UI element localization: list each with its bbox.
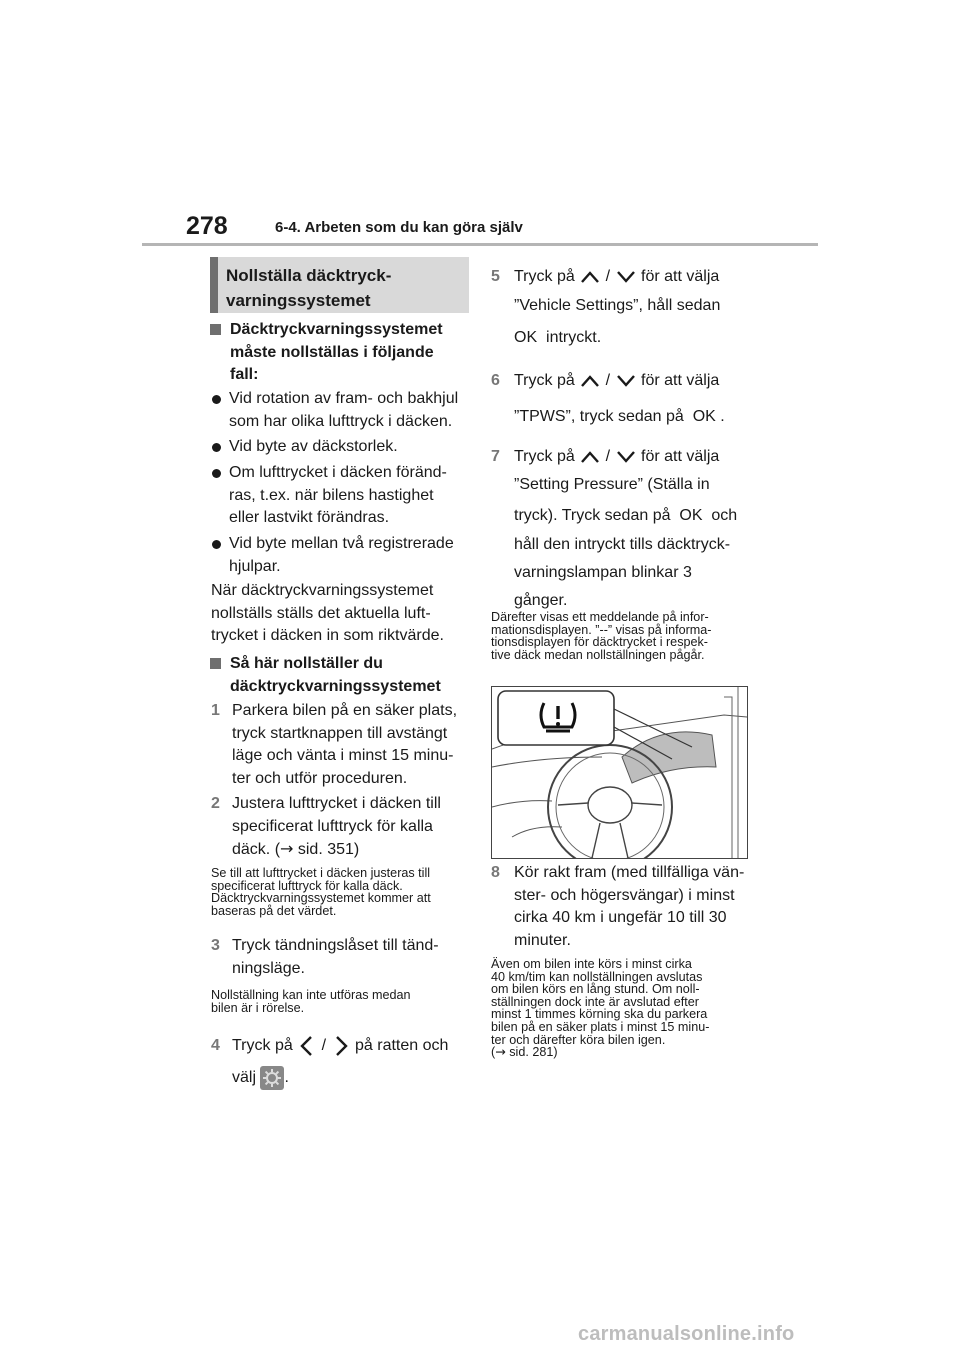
step-number: 1 — [211, 702, 220, 719]
step-3: 3 Tryck tändningslåset till tänd- ningsläge. — [211, 937, 439, 977]
step-number: 8 — [491, 864, 500, 881]
ok-icon: OK — [514, 329, 538, 346]
bullet-item: Vid rotation av fram- och bakhjul som har olika lufttryck i däcken. — [212, 388, 474, 433]
step-number: 4 — [211, 1037, 220, 1054]
square-marker — [210, 324, 221, 335]
chevron-down-icon — [615, 449, 637, 465]
gear-icon — [260, 1066, 284, 1090]
paragraph: När däcktryckvarningssystemet nollställs ställs det aktuella luft- trycket i däcken in som riktvärde. — [211, 582, 444, 644]
note: Nollställning kan inte utföras medan bilen är i rörelse. — [211, 988, 411, 1015]
subheading-when-reset: Däcktryckvarningssystemet måste nollställas i följande fall: — [210, 319, 470, 387]
chevron-up-icon — [579, 373, 601, 389]
arrow-icon: → — [495, 1044, 506, 1060]
page-number: 278 — [186, 212, 228, 240]
step-number: 6 — [491, 372, 500, 389]
step-1: 1 Parkera bilen på en säker plats, tryck startknappen till avstängt läge och vänta i minst 15 minu- ter och utför proceduren. — [211, 702, 458, 787]
square-marker — [210, 658, 221, 669]
note: Därefter visas ett meddelande på infor- mationsdisplayen. ”--” visas på informa- tionsdisplayen för däcktrycket i respek- tive däck medan nollställningen pågår. — [491, 610, 712, 662]
section-title: 6-4. Arbeten som du kan göra själv — [275, 219, 523, 236]
section-heading-box — [210, 257, 469, 313]
page-ref-link[interactable]: sid. 281) — [505, 1045, 558, 1060]
step-number: 5 — [491, 268, 500, 285]
chevron-left-icon — [297, 1035, 317, 1057]
ok-icon: OK — [692, 408, 716, 425]
steering-wheel-illustration — [491, 686, 748, 859]
arrow-icon: → — [280, 839, 294, 858]
chevron-up-icon — [579, 269, 601, 285]
step-4: 4 Tryck på / på ratten och välj . — [211, 1031, 473, 1093]
bullet-dot — [212, 469, 221, 478]
chevron-right-icon — [331, 1035, 351, 1057]
note: Se till att lufttrycket i däcken justeras till specificerat lufttryck för kalla däck. Däcktryckvarningssystemet kommer att baseras på det värdet. — [211, 866, 431, 918]
chevron-down-icon — [615, 269, 637, 285]
step-2: 2 Justera lufttrycket i däcken till specificerat lufttryck för kalla däck. (→ sid. 351) — [211, 795, 441, 858]
bullet-item: Vid byte mellan två registrerade hjulpar. — [212, 533, 474, 578]
step-7: 7 Tryck på / för att välja ”Setting Pressure” (Ställa in tryck). Tryck sedan på OK och håll den intryckt tills däcktryck- varningslampan blinkar 3 gånger. — [491, 443, 753, 615]
section-heading: Nollställa däcktryck- varningssystemet — [226, 266, 392, 310]
bullet-dot — [212, 540, 221, 549]
step-number: 2 — [211, 795, 220, 812]
tire-pressure-warning-icon — [536, 697, 580, 737]
step-number: 3 — [211, 937, 220, 954]
chevron-down-icon — [615, 373, 637, 389]
bullet-item: Om lufttrycket i däcken föränd- ras, t.ex. när bilens hastighet eller lastvikt förändras. — [212, 462, 474, 530]
step-5: 5 Tryck på / för att välja ”Vehicle Settings”, håll sedan OK intryckt. — [491, 262, 753, 352]
chevron-up-icon — [579, 449, 601, 465]
header-rule — [142, 243, 818, 246]
step-6: 6 Tryck på / för att välja ”TPWS”, tryck sedan på OK . — [491, 365, 753, 433]
page-ref-link[interactable]: sid. 351) — [293, 841, 360, 858]
subheading-how-reset: Så här nollställer du däcktryckvarningssystemet — [210, 653, 472, 698]
dashboard-drawing — [492, 687, 747, 858]
note: Även om bilen inte körs i minst cirka 40 km/tim kan nollställningen avslutas om bilen körs en lång stund. Om noll- ställningen dock inte är avslutad efter minst 1 timmes körning ska du parkera bilen på en säker plats i minst 15 minu- ter och därefter köra bilen igen. (→ sid. 281) — [491, 957, 710, 1060]
step-8: 8 Kör rakt fram (med tillfälliga vän- ster- och högersvängar) i minst cirka 40 km i ungefär 10 till 30 minuter. — [491, 864, 745, 949]
ok-icon: OK — [679, 507, 703, 524]
step-number: 7 — [491, 448, 500, 465]
watermark: carmanualsonline.info — [578, 1323, 795, 1345]
bullet-item: Vid byte av däckstorlek. — [212, 436, 474, 459]
bullet-dot — [212, 395, 221, 404]
bullet-dot — [212, 443, 221, 452]
